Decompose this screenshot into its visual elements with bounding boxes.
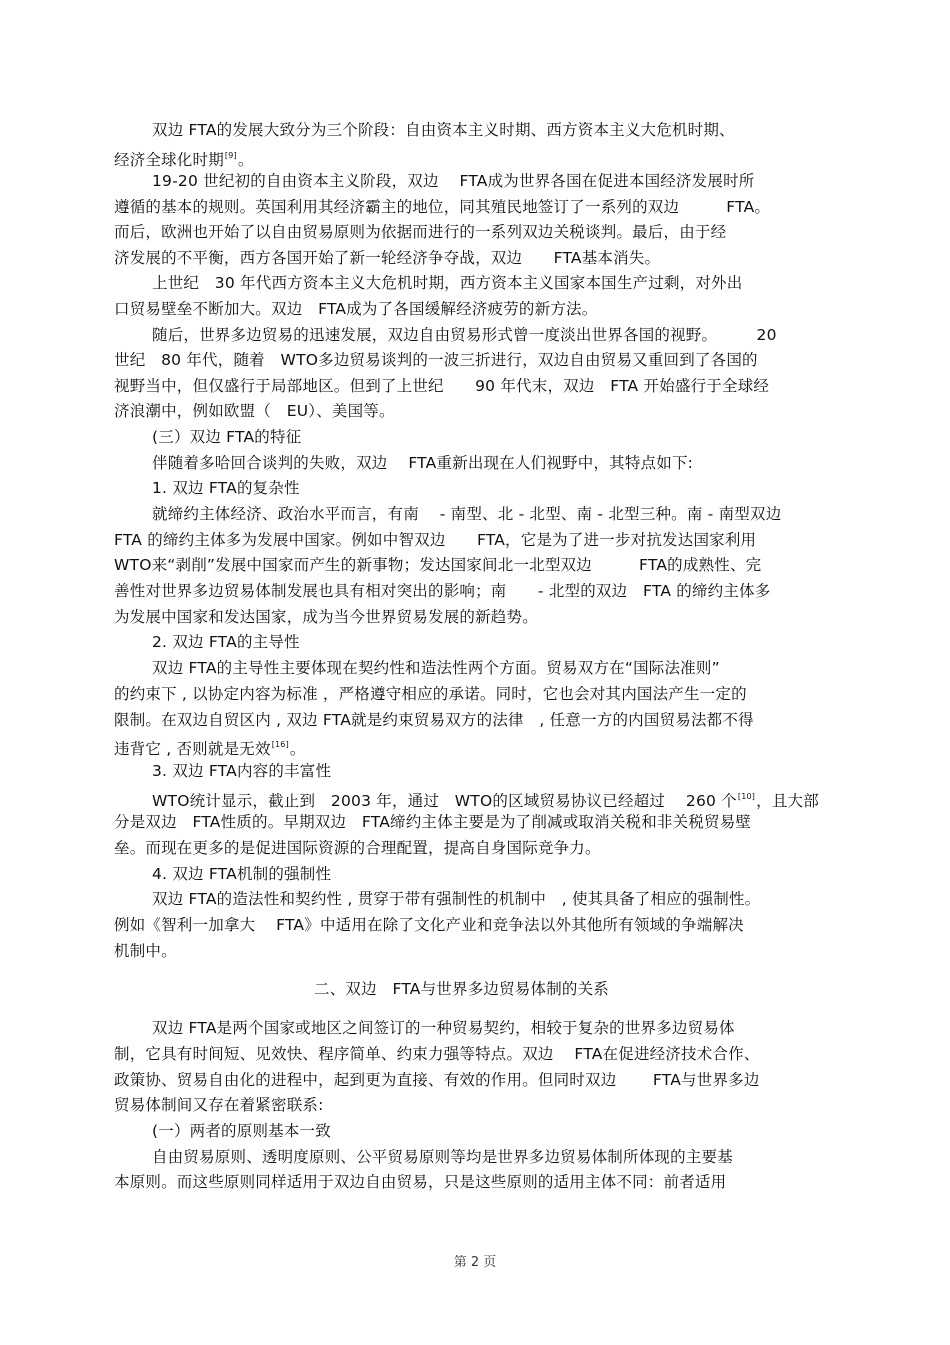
text-line: 本原则。而这些原则同样适用于双边自由贸易，只是这些原则的适用主体不同：前者适用 <box>114 1173 727 1191</box>
text-line: 为发展中国家和发达国家，成为当今世界贸易发展的新趋势。 <box>114 608 538 626</box>
text-line: 违背它 , 否则就是无效[16]。 <box>114 740 306 758</box>
text-line: 垒。而现在更多的是促进国际资源的合理配置，提高自身国际竞争力。 <box>114 839 601 857</box>
text-line: 济浪潮中，例如欧盟（ EU）、美国等。 <box>114 402 395 420</box>
text-line: WTO来“剥削”发展中国家而产生的新事物；发达国家间北一北型双边 FTA的成熟性、完 <box>114 556 762 574</box>
text-line: 就缔约主体经济、政治水平而言，有南 - 南型、北 - 北型、南 - 北型三种。南 - 南型双边 <box>152 505 782 523</box>
citation-superscript: [10] <box>737 792 756 801</box>
text-line: 双边 FTA的造法性和契约性 , 贯穿于带有强制性的机制中 , 使其具备了相应的强制性。 <box>152 890 761 908</box>
text-line: 世纪 80 年代，随着 WTO多边贸易谈判的一波三折进行，双边自由贸易又重回到了各国的 <box>114 351 758 369</box>
text-line: 经济全球化时期[9]。 <box>114 151 254 169</box>
text-line: WTO统计显示，截止到 2003 年，通过 WTO的区域贸易协议已经超过 260 个[10]，且大部 <box>152 792 819 810</box>
text-line: 分是双边 FTA性质的。早期双边 FTA缔约主体主要是为了削减或取消关税和非关税贸易壁 <box>114 813 752 831</box>
text-line: 随后，世界多边贸易的迅速发展，双边自由贸易形式曾一度淡出世界各国的视野。 20 <box>152 326 777 344</box>
text-line: (三）双边 FTA的特征 <box>152 428 302 446</box>
text-line: 4. 双边 FTA机制的强制性 <box>152 865 332 883</box>
text-line: 例如《智利一加拿大 FTA》中适用在除了文化产业和竞争法以外其他所有领域的争端解决 <box>114 916 744 934</box>
text-line: 而后，欧洲也开始了以自由贸易原则为依据而进行的一系列双边关税谈判。最后，由于经 <box>114 223 727 241</box>
text-line: 口贸易壁垒不断加大。双边 FTA成为了各国缓解经济疲劳的新方法。 <box>114 300 598 318</box>
text-line: 二、双边 FTA与世界多边贸易体制的关系 <box>314 980 610 998</box>
text-line: 视野当中，但仅盛行于局部地区。但到了上世纪 90 年代末，双边 FTA 开始盛行于全球经 <box>114 377 770 395</box>
text-line: (一）两者的原则基本一致 <box>152 1122 331 1140</box>
text-line: 机制中。 <box>114 942 177 960</box>
text-line: 的约束下 , 以协定内容为标准 ，严格遵守相应的承诺。同时，它也会对其内国法产生一定的 <box>114 685 747 703</box>
text-line: 济发展的不平衡，西方各国开始了新一轮经济争夺战，双边 FTA基本消失。 <box>114 249 661 267</box>
page-number-footer: 第 2 页 <box>453 1255 497 1270</box>
text-line: 1. 双边 FTA的复杂性 <box>152 479 300 497</box>
text-line: 双边 FTA是两个国家或地区之间签订的一种贸易契约，相较于复杂的世界多边贸易体 <box>152 1019 735 1037</box>
citation-superscript: [9] <box>224 151 237 160</box>
citation-superscript: [16] <box>271 740 289 749</box>
text-line: 伴随着多哈回合谈判的失败，双边 FTA重新出现在人们视野中，其特点如下: <box>152 454 694 472</box>
text-line: FTA 的缔约主体多为发展中国家。例如中智双边 FTA，它是为了进一步对抗发达国家利用 <box>114 531 757 549</box>
text-line: 双边 FTA的发展大致分为三个阶段：自由资本主义时期、西方资本主义大危机时期、 <box>152 121 735 139</box>
text-line: 3. 双边 FTA内容的丰富性 <box>152 762 332 780</box>
text-line: 贸易体制间又存在着紧密联系: <box>114 1096 324 1114</box>
text-line: 19-20 世纪初的自由资本主义阶段，双边 FTA成为世界各国在促进本国经济发展时所 <box>152 172 755 190</box>
text-line: 政策协、贸易自由化的进程中，起到更为直接、有效的作用。但同时双边 FTA与世界多边 <box>114 1071 760 1089</box>
text-line: 自由贸易原则、透明度原则、公平贸易原则等均是世界多边贸易体制所体现的主要基 <box>152 1148 733 1166</box>
text-line: 善性对世界多边贸易体制发展也具有相对突出的影响；南 - 北型的双边 FTA 的缔约主体多 <box>114 582 771 600</box>
text-line: 限制。在双边自贸区内 , 双边 FTA就是约束贸易双方的法律 , 任意一方的内国贸易法都不得 <box>114 711 754 729</box>
text-line: 遵循的基本的规则。英国利用其经济霸主的地位，同其殖民地签订了一系列的双边 FTA。 <box>114 198 771 216</box>
text-line: 制，它具有时间短、见效快、程序简单、约束力强等特点。双边 FTA在促进经济技术合作、 <box>114 1045 760 1063</box>
text-line: 双边 FTA的主导性主要体现在契约性和造法性两个方面。贸易双方在“国际法准则” <box>152 659 720 677</box>
text-line: 2. 双边 FTA的主导性 <box>152 633 300 651</box>
text-line: 上世纪 30 年代西方资本主义大危机时期，西方资本主义国家本国生产过剩，对外出 <box>152 274 743 292</box>
